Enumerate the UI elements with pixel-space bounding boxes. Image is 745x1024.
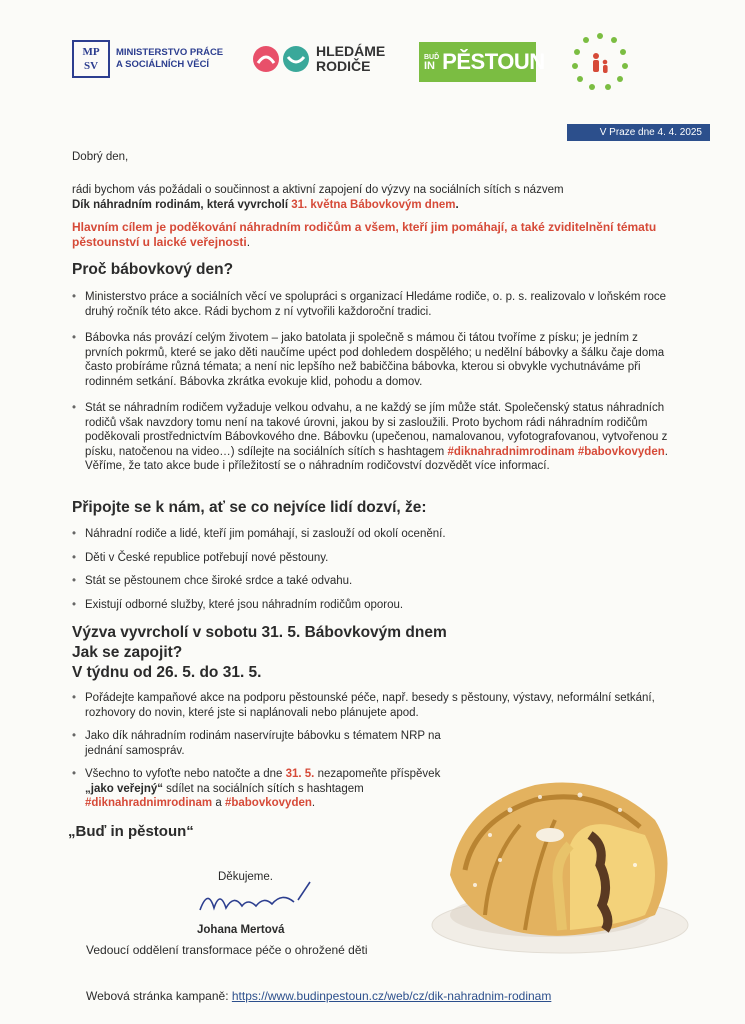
bud-in-pestoun-logo: BUĎ IN PĚSTOUN [419, 42, 536, 82]
join-heading: Připojte se k nám, ať se co nejvíce lidí dozví, že: [72, 499, 427, 516]
date-banner: V Praze dne 4. 4. 2025 [567, 124, 710, 141]
goal-paragraph: Hlavním cílem je poděkování náhradním rodičům a všem, kteří jim pomáhají, a také zviditelnění tématu pěstounství u laické veřejnosti. [72, 220, 657, 249]
list-item: • Děti v České republice potřebují nové pěstouny. [72, 551, 676, 566]
list-item: • Existují odborné služby, které jsou náhradním rodičům oporou. [72, 598, 676, 613]
signer-role: Vedoucí oddělení transformace péče o ohrožené děti [86, 943, 368, 957]
list-item: • Náhradní rodiče a lidé, kteří jim pomáhají, si zaslouží od okolí ocenění. [72, 527, 676, 542]
list-item: • Stát se pěstounem chce široké srdce a také odvahu. [72, 574, 676, 589]
thanks-text: Děkujeme. [218, 871, 273, 883]
campaign-link[interactable]: https://www.budinpestoun.cz/web/cz/dik-nahradnim-rodinam [231, 989, 552, 1003]
handwritten-signature [190, 880, 330, 920]
list-item: • Ministerstvo práce a sociálních věcí ve spolupráci s organizací Hledáme rodiče, o. p. s. realizovalo v loňském roce druhý ročník této akce. Rádi bychom z ní vytvořili každoroční tradici. [72, 290, 676, 319]
hledame-rodice-logo: HLEDÁME RODIČE [252, 44, 385, 74]
challenge-heading: Výzva vyvrcholí v sobotu 31. 5. Bábovkovým dnem [72, 624, 447, 641]
list-item: • Bábovka nás provází celým životem – jako batolata ji společně s mámou či tátou tvoříme z písku; je jedním z prvních pokrmů, které se jako děti naučíme upéct pod dohledem dospělého; u nedělní bábovky a šálku čaje doma často probíráme různá témata; a není nic lepšího než babiččina bábovka, kterou si obvykle vychutnáváme při rodinném setkání. Bábovka zkrátka evokuje klid, pohodu a domov. [72, 331, 676, 389]
greeting: Dobrý den, [72, 151, 129, 163]
hledame-rodice-icon [252, 45, 310, 73]
join-list [72, 527, 676, 612]
signer-name: Johana Mertová [197, 924, 285, 936]
mpsv-name: MINISTERSTVO PRÁCE A SOCIÁLNÍCH VĚCÍ [116, 47, 224, 70]
list-item: • Jako dík náhradním rodinám naservírujte bábovku s tématem NRP na jednání samospráv. [72, 729, 465, 758]
slogan: „Buď in pěstoun“ [68, 823, 194, 840]
intro-paragraph: rádi bychom vás požádali o součinnost a aktivní zapojení do výzvy na sociálních sítích s názvem Dík náhradním rodinám, která vyvrcholí 31. května Bábovkovým dnem. [72, 184, 564, 211]
list-item: • Pořádejte kampaňové akce na podporu pěstounské péče, např. besedy s pěstouny, výstavy, neformální setkání, rozhovory do novin, které jste si naplánovali nebo plánujete apod. [72, 691, 676, 720]
why-heading: Proč bábovkový den? [72, 261, 234, 278]
family-circle-icon [570, 32, 630, 92]
list-item: • Stát se náhradním rodičem vyžaduje velkou odvahu, a ne každý se jím může stát. Společenský status náhradních rodičů však navzdory tomu není na takové úrovni, jakou by si zasloužili. Proto bychom rádi náhradním rodičům poděkovali prostřednictvím Bábovkového dne. Bábovku (upečenou, namalovanou, vyfotografovanou, vytvořenou z písku, natočenou na video…) sdílejte na sociálních sítích s hashtagem #diknahradnimrodinam #babovkovyden. Věříme, že tato akce bude i příležitostí se o náhradním rodičovství dozvědět více informací. [72, 401, 676, 474]
list-item: • Všechno to vyfoťte nebo natočte a dne 31. 5. nezapomeňte příspěvek „jako veřejný“ sdílet na sociálních sítích s hashtagem #diknahradnimrodinam a #babovkovyden. [72, 767, 455, 811]
mpsv-logo [72, 40, 223, 78]
why-list [72, 290, 676, 474]
how-heading: Jak se zapojit? V týdnu od 26. 5. do 31. 5. [72, 644, 262, 681]
mpsv-mark: MP SV [72, 40, 110, 78]
campaign-web: Webová stránka kampaně: https://www.budinpestoun.cz/web/cz/dik-nahradnim-rodinam [86, 989, 552, 1003]
bundt-cake-illustration [430, 765, 690, 955]
